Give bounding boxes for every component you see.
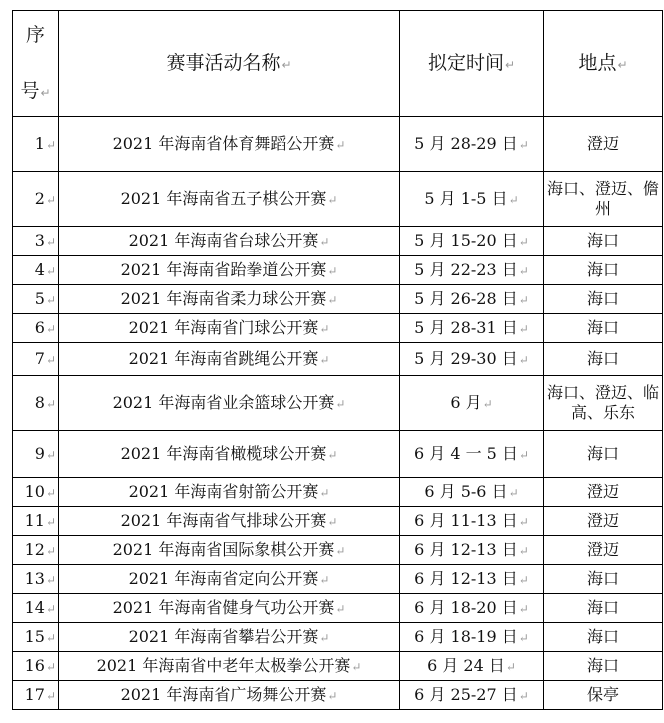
event-name-cell: 2021 年海南省气排球公开赛↵	[59, 507, 400, 536]
event-place: 澄迈	[586, 482, 619, 501]
table-row	[13, 117, 663, 172]
event-time: 6 月 12-13 日	[414, 568, 518, 588]
event-place-cell	[544, 507, 663, 536]
event-place-cell	[544, 623, 663, 652]
event-time: 5 月 28-31 日	[414, 317, 518, 337]
event-place: 海口	[586, 289, 619, 308]
event-place: 澄迈	[586, 540, 619, 559]
event-time: 6 月 12-13 日	[414, 539, 518, 559]
event-time: 5 月 1-5 日	[424, 188, 508, 208]
table-row	[13, 376, 663, 431]
event-place: 海口	[586, 349, 619, 368]
events-table-body	[13, 117, 663, 710]
event-time: 6 月 11-13 日	[414, 510, 518, 530]
event-name-cell: 2021 年海南省国际象棋公开赛↵	[59, 536, 400, 565]
row-number-cell: 8↵	[13, 376, 59, 431]
event-name: 2021 年海南省五子棋公开赛	[120, 188, 327, 208]
event-time: 6 月 4 一 5 日	[413, 443, 518, 463]
event-place: 澄迈	[586, 511, 619, 530]
event-name: 2021 年海南省气排球公开赛	[120, 510, 327, 530]
row-number-cell: 9↵	[13, 431, 59, 478]
row-number: 3	[34, 230, 45, 250]
table-row	[13, 478, 663, 507]
row-number-cell: 4↵	[13, 256, 59, 285]
row-number-cell: 6↵	[13, 314, 59, 343]
event-time-cell: 6 月 12-13 日↵	[400, 536, 544, 565]
row-number: 1	[34, 133, 45, 153]
row-number: 10	[24, 481, 45, 501]
header-no: 序 号↵	[13, 11, 59, 117]
event-place: 海口	[586, 569, 619, 588]
event-name-cell: 2021 年海南省业余篮球公开赛↵	[59, 376, 400, 431]
row-number-cell: 3↵	[13, 227, 59, 256]
row-number-cell: 1↵	[13, 117, 59, 172]
event-place: 海口、澄迈、临高、乐东	[546, 383, 659, 422]
table-row	[13, 507, 663, 536]
header-place: 地点↵	[544, 11, 663, 117]
header-no-line2: 号	[20, 79, 40, 102]
event-time-cell: 5 月 1-5 日↵	[400, 172, 544, 227]
event-name-cell: 2021 年海南省健身气功公开赛↵	[59, 594, 400, 623]
event-time-cell: 6 月 11-13 日↵	[400, 507, 544, 536]
event-time: 6 月 18-20 日	[414, 597, 518, 617]
event-time-cell: 5 月 26-28 日↵	[400, 285, 544, 314]
event-place: 海口	[586, 598, 619, 617]
event-place-cell	[544, 536, 663, 565]
row-number: 5	[34, 288, 45, 308]
event-time-cell: 6 月 4 一 5 日↵	[400, 431, 544, 478]
event-name-cell: 2021 年海南省门球公开赛↵	[59, 314, 400, 343]
event-time-cell: 6 月 18-19 日↵	[400, 623, 544, 652]
event-place-cell	[544, 681, 663, 710]
event-place-cell	[544, 343, 663, 376]
event-name-cell: 2021 年海南省柔力球公开赛↵	[59, 285, 400, 314]
table-row	[13, 652, 663, 681]
row-number-cell: 12↵	[13, 536, 59, 565]
event-time-cell: 6 月 5-6 日↵	[400, 478, 544, 507]
event-place: 海口	[586, 627, 619, 646]
event-name-cell: 2021 年海南省台球公开赛↵	[59, 227, 400, 256]
event-name-cell: 2021 年海南省广场舞公开赛↵	[59, 681, 400, 710]
row-number: 13	[24, 568, 45, 588]
header-row	[13, 11, 663, 117]
event-place-cell	[544, 431, 663, 478]
event-name-cell: 2021 年海南省跳绳公开赛↵	[59, 343, 400, 376]
event-name: 2021 年海南省国际象棋公开赛	[112, 539, 335, 559]
table-row	[13, 536, 663, 565]
event-time-cell: 5 月 28-29 日↵	[400, 117, 544, 172]
row-number: 4	[34, 259, 45, 279]
events-table	[12, 10, 663, 710]
event-name: 2021 年海南省攀岩公开赛	[128, 626, 319, 646]
event-time-cell: 6 月 18-20 日↵	[400, 594, 544, 623]
row-number: 16	[24, 655, 45, 675]
event-name-cell: 2021 年海南省五子棋公开赛↵	[59, 172, 400, 227]
header-place-text: 地点	[578, 51, 617, 74]
table-row	[13, 256, 663, 285]
row-number: 7	[34, 348, 45, 368]
event-name: 2021 年海南省广场舞公开赛	[120, 684, 327, 704]
event-name-cell: 2021 年海南省跆拳道公开赛↵	[59, 256, 400, 285]
event-name: 2021 年海南省跳绳公开赛	[128, 348, 319, 368]
table-row	[13, 343, 663, 376]
event-place-cell	[544, 285, 663, 314]
event-time-cell: 5 月 22-23 日↵	[400, 256, 544, 285]
event-place: 海口	[586, 318, 619, 337]
event-time-cell: 6 月 24 日↵	[400, 652, 544, 681]
table-row	[13, 314, 663, 343]
row-number: 15	[24, 626, 45, 646]
event-place: 海口	[586, 444, 619, 463]
event-place: 海口	[586, 656, 619, 675]
event-place-cell	[544, 256, 663, 285]
event-time-cell: 6 月 12-13 日↵	[400, 565, 544, 594]
event-place-cell	[544, 376, 663, 431]
row-number: 17	[24, 684, 45, 704]
table-row	[13, 623, 663, 652]
event-time: 5 月 29-30 日	[414, 348, 518, 368]
row-number-cell: 13↵	[13, 565, 59, 594]
header-no-line1: 序	[25, 23, 45, 46]
event-place-cell	[544, 652, 663, 681]
event-name-cell: 2021 年海南省攀岩公开赛↵	[59, 623, 400, 652]
event-name: 2021 年海南省体育舞蹈公开赛	[112, 133, 335, 153]
event-name: 2021 年海南省门球公开赛	[128, 317, 319, 337]
row-number-cell: 11↵	[13, 507, 59, 536]
event-time: 5 月 22-23 日	[414, 259, 518, 279]
row-number: 14	[24, 597, 45, 617]
row-number: 12	[24, 539, 45, 559]
event-time: 6 月 24 日	[427, 655, 505, 675]
event-time: 5 月 26-28 日	[414, 288, 518, 308]
row-number-cell: 5↵	[13, 285, 59, 314]
header-name: 赛事活动名称↵	[59, 11, 400, 117]
table-row	[13, 285, 663, 314]
event-name: 2021 年海南省柔力球公开赛	[120, 288, 327, 308]
row-number-cell: 2↵	[13, 172, 59, 227]
event-name: 2021 年海南省射箭公开赛	[128, 481, 319, 501]
table-row	[13, 431, 663, 478]
event-name-cell: 2021 年海南省橄榄球公开赛↵	[59, 431, 400, 478]
event-time-cell: 5 月 29-30 日↵	[400, 343, 544, 376]
event-place: 海口	[586, 231, 619, 250]
event-time: 6 月 18-19 日	[414, 626, 518, 646]
event-name-cell: 2021 年海南省定向公开赛↵	[59, 565, 400, 594]
row-number-cell: 16↵	[13, 652, 59, 681]
event-time-cell: 5 月 28-31 日↵	[400, 314, 544, 343]
table-row	[13, 227, 663, 256]
event-name-cell: 2021 年海南省中老年太极拳公开赛↵	[59, 652, 400, 681]
event-name: 2021 年海南省中老年太极拳公开赛	[96, 655, 351, 675]
event-name: 2021 年海南省定向公开赛	[128, 568, 319, 588]
row-number: 11	[24, 510, 45, 530]
event-time-cell: 6 月 25-27 日↵	[400, 681, 544, 710]
event-place: 海口	[586, 260, 619, 279]
header-name-text: 赛事活动名称	[166, 51, 281, 74]
table-row	[13, 172, 663, 227]
row-number-cell: 17↵	[13, 681, 59, 710]
event-place: 保亭	[586, 685, 619, 704]
event-time-cell: 6 月↵	[400, 376, 544, 431]
row-number: 9	[34, 443, 45, 463]
event-time: 5 月 28-29 日	[414, 133, 518, 153]
header-time-text: 拟定时间	[427, 51, 504, 74]
event-time: 6 月 25-27 日	[414, 684, 518, 704]
event-time-cell: 5 月 15-20 日↵	[400, 227, 544, 256]
table-row	[13, 594, 663, 623]
event-time: 5 月 15-20 日	[414, 230, 518, 250]
event-time: 6 月	[450, 392, 482, 412]
table-row	[13, 565, 663, 594]
row-number-cell: 14↵	[13, 594, 59, 623]
event-place-cell	[544, 172, 663, 227]
event-name: 2021 年海南省跆拳道公开赛	[120, 259, 327, 279]
row-number-cell: 15↵	[13, 623, 59, 652]
event-place: 海口、澄迈、儋州	[546, 179, 659, 218]
event-name-cell: 2021 年海南省射箭公开赛↵	[59, 478, 400, 507]
event-place: 澄迈	[586, 134, 619, 153]
row-number: 2	[34, 188, 45, 208]
event-place-cell	[544, 478, 663, 507]
event-name-cell: 2021 年海南省体育舞蹈公开赛↵	[59, 117, 400, 172]
event-name: 2021 年海南省业余篮球公开赛	[112, 392, 335, 412]
table-row	[13, 681, 663, 710]
event-name: 2021 年海南省台球公开赛	[128, 230, 319, 250]
row-number: 6	[34, 317, 45, 337]
event-name: 2021 年海南省健身气功公开赛	[112, 597, 335, 617]
event-place-cell	[544, 117, 663, 172]
row-number: 8	[34, 392, 45, 412]
event-place-cell	[544, 594, 663, 623]
event-place-cell	[544, 565, 663, 594]
event-name: 2021 年海南省橄榄球公开赛	[120, 443, 327, 463]
event-time: 6 月 5-6 日	[424, 481, 508, 501]
header-time: 拟定时间↵	[400, 11, 544, 117]
row-number-cell: 7↵	[13, 343, 59, 376]
event-place-cell	[544, 314, 663, 343]
event-place-cell	[544, 227, 663, 256]
row-number-cell: 10↵	[13, 478, 59, 507]
